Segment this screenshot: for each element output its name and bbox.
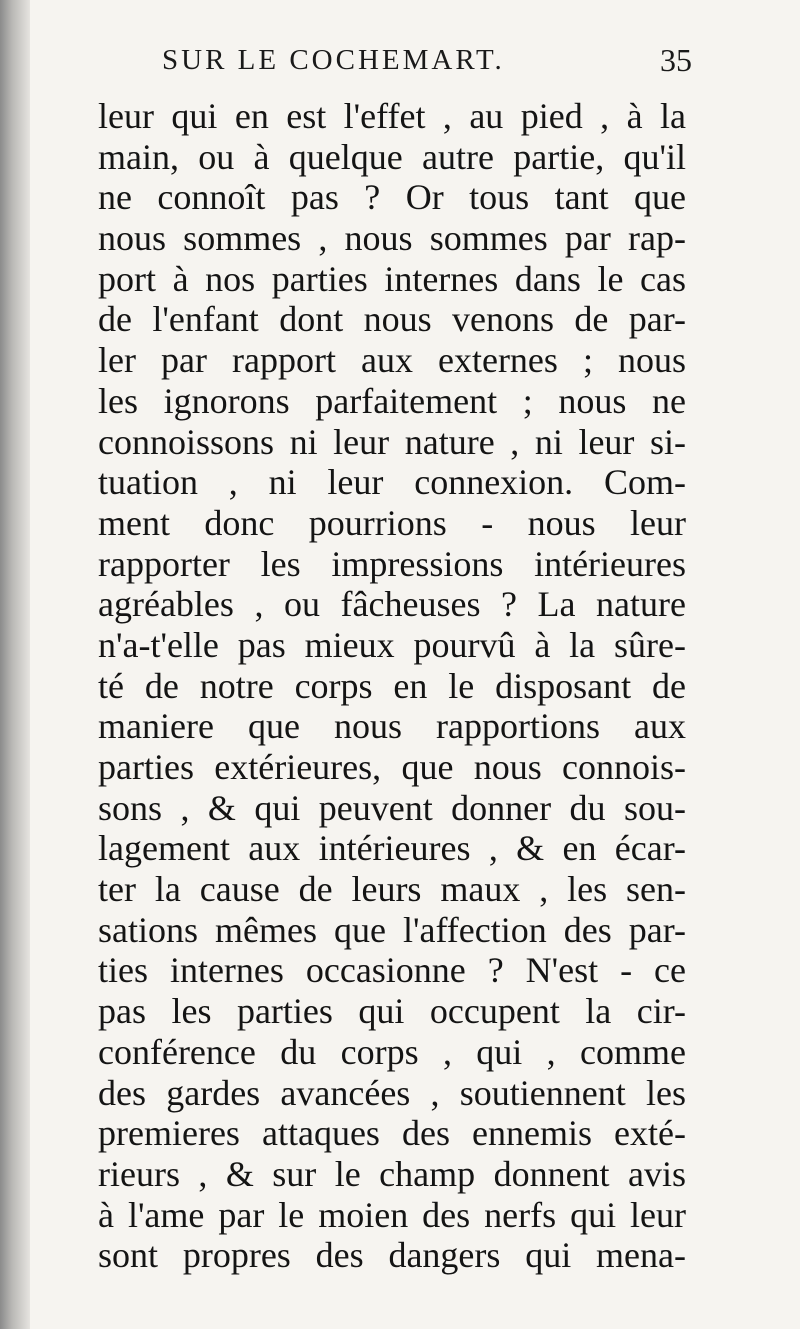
text-line: les ignorons parfaitement ; nous ne [98, 380, 686, 421]
text-line: connoissons ni leur nature , ni leur si- [98, 421, 686, 462]
text-line: tuation , ni leur connexion. Com- [98, 462, 686, 503]
text-line: conférence du corps , qui , comme [98, 1031, 686, 1072]
text-line: rieurs , & sur le champ donnent avis [98, 1153, 686, 1194]
text-line: agréables , ou fâcheuses ? La nature [98, 584, 686, 625]
text-line: maniere que nous rapportions aux [98, 706, 686, 747]
text-line: sations mêmes que l'affection des par- [98, 909, 686, 950]
text-line: ment donc pourrions - nous leur [98, 502, 686, 543]
running-head-title: SUR LE COCHEMART. [162, 44, 505, 76]
text-line: lagement aux intérieures , & en écar- [98, 828, 686, 869]
running-head [162, 44, 692, 84]
text-line: sont propres des dangers qui mena- [98, 1235, 686, 1276]
text-line: ler par rapport aux externes ; nous [98, 340, 686, 381]
text-line: de l'enfant dont nous venons de par- [98, 299, 686, 340]
text-line: port à nos parties internes dans le cas [98, 258, 686, 299]
text-line: té de notre corps en le disposant de [98, 665, 686, 706]
page-number: 35 [660, 42, 692, 78]
text-line: pas les parties qui occupent la cir- [98, 991, 686, 1032]
text-line: rapporter les impressions intérieures [98, 543, 686, 584]
text-line: ties internes occasionne ? N'est - ce [98, 950, 686, 991]
binding-shadow [0, 0, 30, 1329]
text-line: sons , & qui peuvent donner du sou- [98, 787, 686, 828]
text-line: ter la cause de leurs maux , les sen- [98, 869, 686, 910]
text-line: parties extérieures, que nous connois- [98, 747, 686, 787]
book-page [30, 0, 800, 1329]
text-line: ne connoît pas ? Or tous tant que [98, 177, 686, 218]
text-line: à l'ame par le moien des nerfs qui leur [98, 1194, 686, 1235]
text-line: n'a-t'elle pas mieux pourvû à la sûre- [98, 624, 686, 665]
text-line: leur qui en est l'effet , au pied , à la [98, 96, 686, 136]
text-line: main, ou à quelque autre partie, qu'il [98, 136, 686, 177]
text-line: nous sommes , nous sommes par rap- [98, 218, 686, 259]
text-line: des gardes avancées , soutiennent les [98, 1072, 686, 1113]
body-text [98, 96, 686, 1276]
text-line: premieres attaques des ennemis exté- [98, 1113, 686, 1154]
